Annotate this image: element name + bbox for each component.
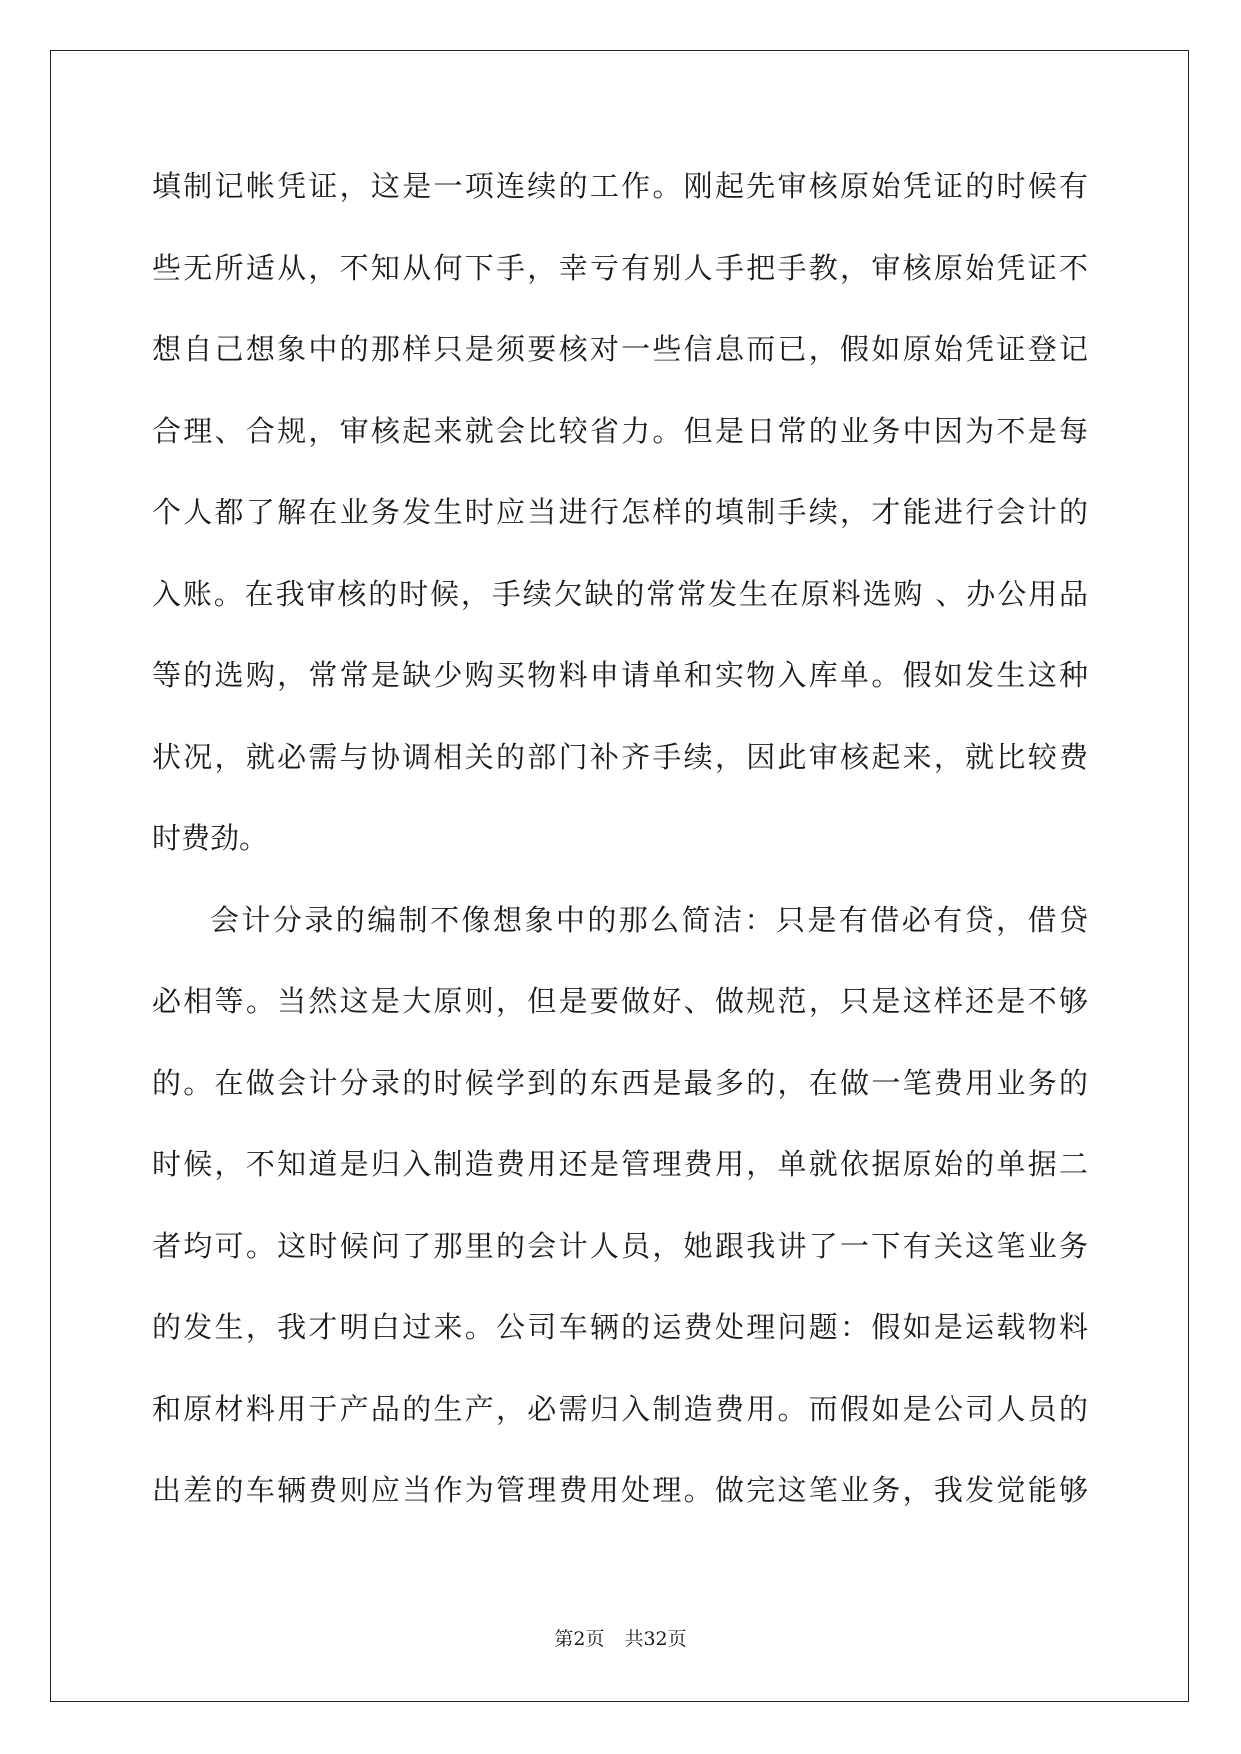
- paragraph-line: 些无所适从，不知从何下手，幸亏有别人手把手教，审核原始凭证不: [152, 250, 1088, 285]
- document-body: [152, 156, 1088, 1542]
- paragraph-line: 等的选购，常常是缺少购买物料申请单和实物入库单。假如发生这种: [152, 658, 1088, 692]
- paragraph-line: 时候，不知道是归入制造费用还是管理费用，单就依据原始的单据二: [152, 1147, 1088, 1181]
- paragraph-line: 的发生，我才明白过来。公司车辆的运费处理问题：假如是运载物料: [152, 1310, 1088, 1344]
- paragraph-line: 会计分录的编制不像想象中的那么简洁：只是有借必有贷，借贷: [210, 902, 1088, 937]
- paragraph-line: 合理、合规，审核起来就会比较省力。但是日常的业务中因为不是每: [152, 413, 1088, 448]
- paragraph-line: 者均可。这时候问了那里的会计人员，她跟我讲了一下有关这笔业务: [152, 1228, 1088, 1263]
- paragraph-line: 想自己想象中的那样只是须要核对一些信息而已，假如原始凭证登记: [152, 332, 1088, 366]
- page-number: 第2页: [554, 1628, 605, 1650]
- paragraph-line: 状况，就必需与协调相关的部门补齐手续，因此审核起来，就比较费: [152, 739, 1088, 774]
- paragraph-line: 时费劲。: [152, 821, 269, 855]
- paragraph-line: 的。在做会计分录的时候学到的东西是最多的，在做一笔费用业务的: [152, 1065, 1088, 1100]
- page-footer: [0, 1627, 1241, 1651]
- paragraph-line: 个人都了解在业务发生时应当进行怎样的填制手续，才能进行会计的: [152, 495, 1088, 529]
- paragraph-line: 和原材料用于产品的生产，必需归入制造费用。而假如是公司人员的: [152, 1391, 1088, 1426]
- paragraph-line: 填制记帐凭证，这是一项连续的工作。刚起先审核原始凭证的时候有: [152, 169, 1088, 203]
- paragraph-line: 出差的车辆费则应当作为管理费用处理。做完这笔业务，我发觉能够: [152, 1473, 1088, 1507]
- paragraph-line: 入账。在我审核的时候，手续欠缺的常常发生在原料选购 、办公用品: [152, 576, 1088, 611]
- page-total: 共32页: [624, 1628, 687, 1650]
- paragraph-line: 必相等。当然这是大原则，但是要做好、做规范，只是这样还是不够: [152, 984, 1088, 1018]
